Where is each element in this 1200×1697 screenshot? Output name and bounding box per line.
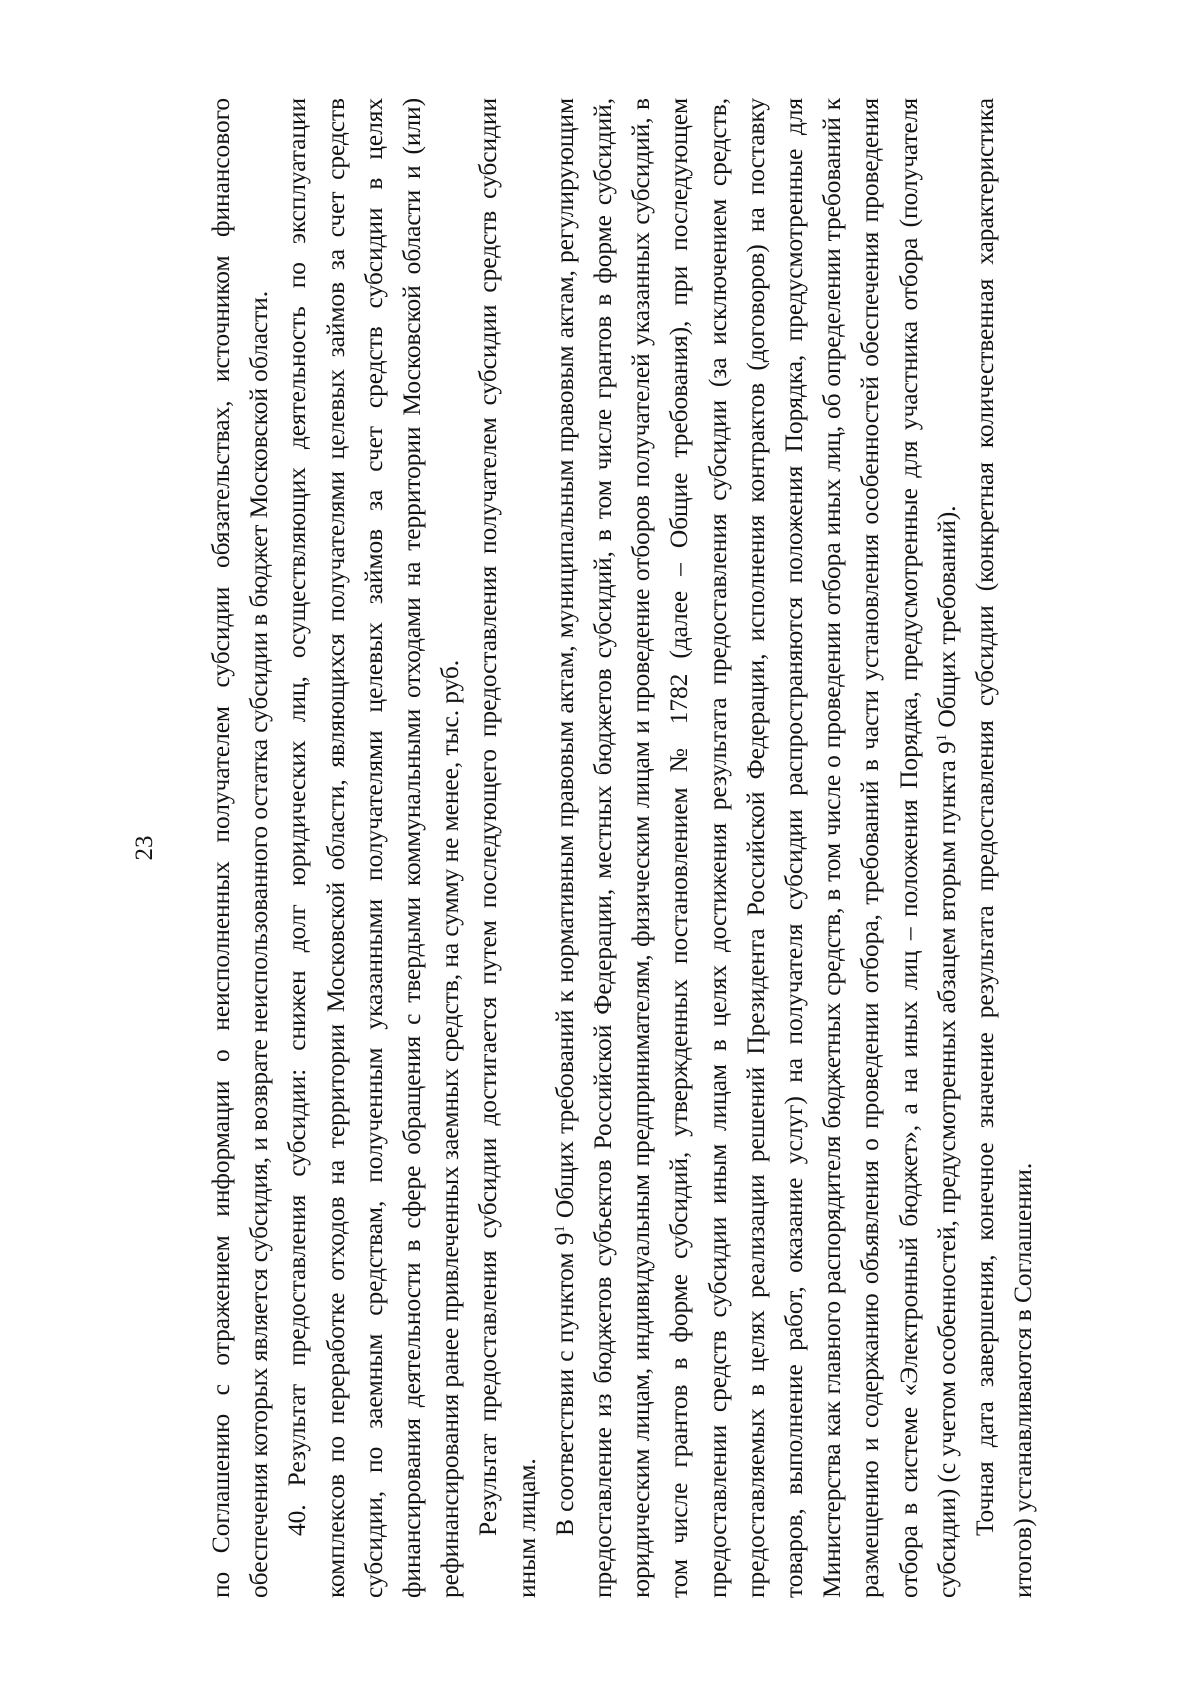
superscript: 1 (551, 1225, 568, 1233)
paragraph-general-requirements (546, 98, 966, 1598)
paragraph-continuation: по Соглашению с отражением информации о неисполненных получателем субсидии обязательствах, источником финансового обеспечения которых является субсидия, и возврате неиспользованного остатка субсидии в бюджет Московской области. (206, 98, 274, 1598)
paragraph-result-achieved: Результат предоставления субсидии достигается путем последующего предоставления получателем субсидии средств субсидии иным лицам. (473, 98, 541, 1598)
superscript: 1 (933, 733, 950, 742)
page-number: 23 (131, 835, 158, 861)
paragraph-text-part: Общих требований). (931, 505, 961, 734)
paragraph-text-part: Общих требований к нормативным правовым актам, муниципальным правовым актам, регулирующим предоставление из бюджетов субъектов Российской Федерации, местных бюджетов субсидий, в том числе грантов в форме субсидий, юридическим лицам, индивидуальным предпринимателям, физическим лицам и проведение отборов получателей указанных субсидий, в том числе грантов в форме субсидий, утвержденных постановлением № 1782 (далее – Общие требования), при последующем предоставлении средств субсидии иным лицам в целях достижения результата предоставления субсидии (за исключением средств, предоставляемых в целях реализации решений Президента Российской Федерации, исполнения контрактов (договоров) на поставку товаров, выполнение работ, оказание услуг) на получателя субсидии распространяются положения Порядка, предусмотренные для Министерства как главного распорядителя бюджетных средств, в том числе о проведении отбора иных лиц, об определении требований к размещению и содержанию объявления о проведении отбора, требований в части установления особенностей обеспечения проведения отбора в системе «Электронный бюджет», а на иных лиц – положения Порядка, предусмотренные для участника отбора (получателя субсидии) (с учетом особенностей, предусмотренных абзацем вторым пункта 9 (549, 98, 961, 1598)
paragraph-text-part: В соответствии с пунктом 9 (549, 1232, 579, 1536)
document-body (202, 98, 1042, 1598)
paragraph-completion-date: Точная дата завершения, конечное значение результата предоставления субсидии (конкретная количественная характеристика итогов) устанавливаются в Соглашении. (970, 98, 1038, 1598)
paragraph-40-result: 40. Результат предоставления субсидии: снижен долг юридических лиц, осуществляющих деятельность по эксплуатации комплексов по переработке отходов на территории Московской области, являющихся получателями целевых займов за счет средств субсидии, по заемным средствам, полученным указанными получателями целевых займов за счет средств субсидии в целях финансирования деятельности в сфере обращения с твердыми коммунальными отходами на территории Московской области и (или) рефинансирования ранее привлеченных заемных средств, на сумму не менее, тыс. руб. (282, 98, 465, 1598)
rotated-page (130, 98, 1070, 1598)
